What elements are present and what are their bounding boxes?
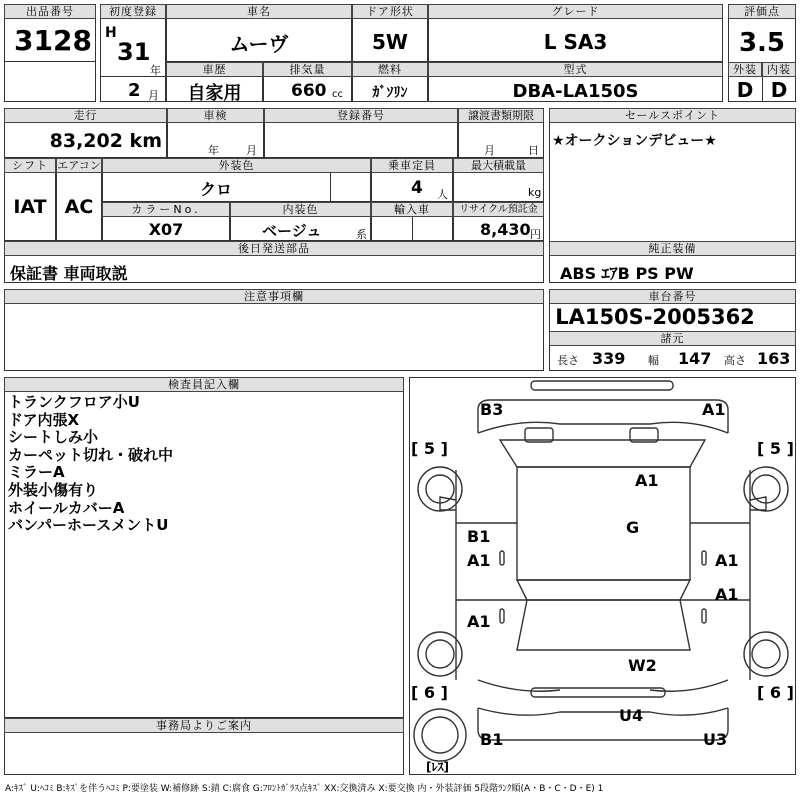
history: 自家用 bbox=[187, 83, 242, 104]
score-header: 評価点 bbox=[728, 4, 796, 19]
capacity: 4 bbox=[411, 178, 423, 198]
chassis-number: LA150S-2005362 bbox=[555, 305, 755, 329]
insp-month-unit: 月 bbox=[246, 144, 257, 157]
tire-depth-fr: [ 5 ] bbox=[757, 439, 794, 458]
recycle-header: リサイクル預託金 bbox=[453, 202, 544, 217]
fuel: ｶﾞｿﾘﾝ bbox=[372, 85, 408, 101]
door-header: ドア形状 bbox=[352, 4, 428, 19]
lot-divider bbox=[4, 61, 96, 62]
equipment: ABS ｴｱB PS PW bbox=[560, 264, 694, 283]
reg-era: H bbox=[105, 25, 117, 41]
ext-header: 外装 bbox=[728, 62, 762, 77]
spec-header: 諸元 bbox=[549, 331, 796, 346]
later-header: 後日発送部品 bbox=[4, 241, 544, 256]
reg-month: 2 bbox=[128, 80, 141, 101]
fuel-header: 燃料 bbox=[352, 62, 428, 77]
length: 339 bbox=[592, 349, 626, 368]
inspector-note: シートしみ小 bbox=[8, 428, 99, 447]
damage-mark: W2 bbox=[628, 656, 657, 675]
model-header: 型式 bbox=[428, 62, 723, 77]
shift-header: シフト bbox=[4, 158, 56, 173]
insp-year-unit: 年 bbox=[208, 144, 219, 157]
history-header: 車歴 bbox=[166, 62, 263, 77]
inspector-note: バンパーホースメントU bbox=[8, 516, 169, 535]
damage-mark: G bbox=[626, 518, 640, 537]
model-code: DBA-LA150S bbox=[512, 81, 639, 102]
cc-unit: cc bbox=[332, 89, 343, 100]
transfer-header: 譲渡書類期限 bbox=[458, 108, 544, 123]
load-header: 最大積載量 bbox=[453, 158, 544, 173]
load-unit: kg bbox=[528, 186, 542, 199]
int-grade: D bbox=[770, 78, 788, 102]
notes-header: 注意事項欄 bbox=[4, 289, 544, 304]
interior-color: ベージュ bbox=[262, 222, 322, 240]
height: 163 bbox=[757, 349, 791, 368]
plate-header: 登録番号 bbox=[264, 108, 458, 123]
damage-mark: B1 bbox=[480, 730, 504, 749]
ac-header: エアコン bbox=[57, 159, 101, 172]
displacement-header: 排気量 bbox=[263, 62, 352, 77]
yen-unit: 円 bbox=[530, 228, 541, 241]
inspector-note: カーペット切れ・破れ中 bbox=[8, 445, 174, 464]
tire-depth-rr: [ 6 ] bbox=[757, 683, 794, 702]
equip-header: 純正装備 bbox=[549, 241, 796, 256]
damage-mark: A1 bbox=[467, 551, 491, 570]
reg-header: 初度登録 bbox=[100, 4, 166, 19]
sales-header: セールスポイント bbox=[549, 108, 796, 123]
inspector-note: 外装小傷有り bbox=[8, 480, 99, 499]
inspector-note: ドア内張X bbox=[8, 410, 80, 429]
length-label: 長さ bbox=[557, 354, 579, 367]
later-items: 保証書 車両取説 bbox=[10, 264, 128, 283]
shift: IAT bbox=[13, 196, 47, 218]
ext-grade: D bbox=[736, 78, 754, 102]
tire-depth-rl: [ 6 ] bbox=[411, 683, 448, 702]
lot-number: 3128 bbox=[14, 24, 92, 57]
exterior-color: クロ bbox=[199, 180, 232, 199]
color-split bbox=[330, 173, 331, 202]
grade: L SA3 bbox=[543, 30, 608, 54]
inspector-note: ホイールカバーA bbox=[8, 498, 125, 517]
ac: AC bbox=[64, 196, 94, 218]
transfer-day-unit: 日 bbox=[528, 144, 539, 157]
damage-mark: U4 bbox=[619, 706, 644, 725]
damage-mark: A1 bbox=[715, 551, 739, 570]
damage-mark: B3 bbox=[480, 400, 504, 419]
office-header: 事務局よりご案内 bbox=[4, 718, 404, 733]
colorno-header: カラーNo. bbox=[102, 202, 230, 217]
capacity-unit: 人 bbox=[437, 188, 448, 201]
height-label: 高さ bbox=[724, 354, 746, 367]
width: 147 bbox=[678, 349, 712, 368]
width-label: 幅 bbox=[648, 354, 659, 367]
interior-suffix: 系 bbox=[356, 228, 367, 241]
legend: A:ｷｽﾞ U:ﾍｺﾐ B:ｷｽﾞを伴うﾍｺﾐ P:要塗装 W:補修跡 S:錆 C:腐食 G:ﾌﾛﾝﾄｶﾞﾗｽ点ｷｽﾞ XX:交換済み X:要交換 内・外装評価 5段階ﾗﾝｸ順(A・B・C・D・E) 1 bbox=[5, 784, 604, 794]
int-header: 内装 bbox=[762, 62, 796, 77]
capacity-header: 乗車定員 bbox=[371, 158, 453, 173]
damage-mark: A1 bbox=[635, 471, 659, 490]
chassis-header: 車台番号 bbox=[549, 289, 796, 304]
name-header: 車名 bbox=[166, 4, 352, 19]
damage-mark: A1 bbox=[467, 612, 491, 631]
import-header: 輸入車 bbox=[371, 202, 453, 217]
grade-header: グレード bbox=[428, 4, 723, 19]
recycle-fee: 8,430 bbox=[480, 220, 531, 239]
reg-year: 31 bbox=[117, 38, 151, 66]
inspector-notes bbox=[8, 394, 173, 535]
month-unit: 月 bbox=[148, 89, 159, 102]
inspector-header: 検査員記入欄 bbox=[4, 377, 404, 392]
sales-point: ★オークションデビュー★ bbox=[552, 133, 717, 149]
year-unit: 年 bbox=[150, 64, 161, 77]
damage-mark: A1 bbox=[715, 585, 739, 604]
score: 3.5 bbox=[738, 28, 786, 58]
color-header: 外装色 bbox=[102, 158, 371, 173]
car-diagram bbox=[409, 377, 796, 775]
displacement: 660 bbox=[291, 81, 327, 101]
inspector-note: ミラーA bbox=[8, 463, 65, 482]
damage-mark: A1 bbox=[702, 400, 726, 419]
inspection-header: 車検 bbox=[167, 108, 264, 123]
tire-depth-fl: [ 5 ] bbox=[411, 439, 448, 458]
transfer-month-unit: 月 bbox=[484, 144, 495, 157]
door-type: 5W bbox=[372, 30, 408, 54]
car-name: ムーヴ bbox=[229, 32, 289, 56]
lot-header: 出品番号 bbox=[4, 4, 96, 19]
interior-header: 内装色 bbox=[230, 202, 371, 217]
mileage: 83,202 km bbox=[49, 130, 162, 152]
damage-mark: B1 bbox=[467, 527, 491, 546]
spare-tire-label: [ﾚｽ] bbox=[426, 760, 449, 774]
color-number: X07 bbox=[148, 220, 184, 239]
reg-divider bbox=[100, 76, 166, 77]
mileage-header: 走行 bbox=[4, 108, 167, 123]
inspector-note: トランクフロア小U bbox=[8, 393, 140, 411]
damage-mark: U3 bbox=[703, 730, 728, 749]
import-split bbox=[412, 217, 413, 241]
